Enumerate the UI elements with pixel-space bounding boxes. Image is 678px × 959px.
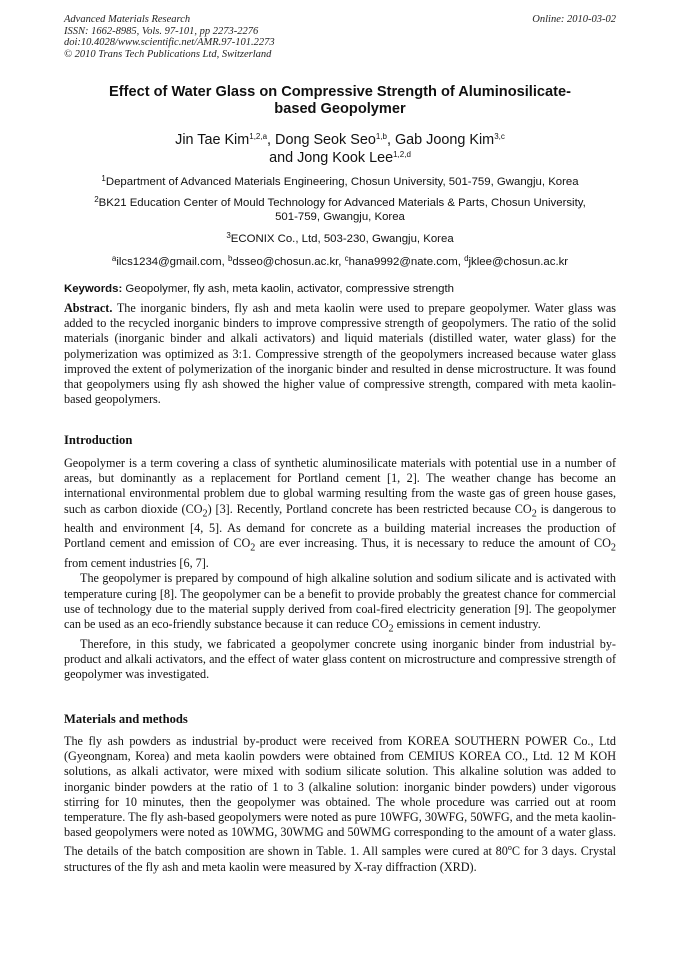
author-emails <box>64 255 616 269</box>
paper-title <box>64 84 616 118</box>
affiliation-text: 501-759, Gwangju, Korea <box>275 211 405 223</box>
email-mark: d <box>464 254 469 263</box>
affiliation-1 <box>64 175 616 189</box>
affiliation-2 <box>64 196 616 224</box>
affiliation-number: 2 <box>94 195 99 204</box>
email-mark: a <box>111 254 117 263</box>
paper-title-line1: Effect of Water Glass on Compressive Strength of Aluminosilicate- <box>109 84 571 100</box>
paragraph: The geopolymer is prepared by compound of high alkaline solution and sodium silicate and is activated with temperature curing [8]. The geopolymer can be a benefit to provide probably the greatest chance for commercial use of technology due to the material supply derived from coal-fired electricity generation [9]. The geopolymer can be used as an eco-friendly substance because it can reduce $CO_2$ emissions in cement industry. <box>64 571 616 635</box>
journal-copyright: © 2010 Trans Tech Publications Ltd, Switzerland <box>64 48 272 60</box>
section-heading-methods: Materials and methods <box>64 712 188 726</box>
introduction-body <box>64 456 616 682</box>
email-mark: b <box>227 254 233 263</box>
online-date: Online: 2010-03-02 <box>532 14 616 25</box>
author-name: Dong Seok Seo <box>275 132 376 148</box>
keywords-text: Geopolymer, fly ash, meta kaolin, activator, compressive strength <box>125 283 454 295</box>
abstract-text: The inorganic binders, fly ash and meta kaolin were used to prepare geopolymer. Water glass was added to the recycled inorganic binders to improve compressive strength of geopolymers. The ratio of the solid materials (inorganic binder and alkali activators) and liquid materials (distilled water, water glass) for the polymerization was optimized as 3:1. Compressive strength of the geopolymers increased because water glass improved the extent of polymerization of the inorganic binder and resulted in dense microstructure. It was found that geopolymers using fly ash showed the higher value of compressive strength, compared with meta kaolin- based geopolymers. <box>64 301 616 407</box>
abstract <box>64 301 616 407</box>
email-mark: c <box>344 254 349 263</box>
paper-title-line2: based Geopolymer <box>274 101 406 117</box>
author-affiliation-mark: 3,c <box>494 132 505 141</box>
email-link[interactable]: hana9992@nate.com, <box>348 256 461 268</box>
section-heading-introduction: Introduction <box>64 433 133 447</box>
abstract-label: Abstract. <box>64 301 113 315</box>
email-link[interactable]: jklee@chosun.ac.kr <box>468 256 569 268</box>
keywords <box>64 282 616 296</box>
author-list: Jin Tae Kim$^{1,2,a}$, Dong Seok Seo$^{1,b}$, Gab Joong Kim$^{3,c}$ and Jong Kook Lee$^{1,2,d}$ <box>175 132 505 166</box>
author-affiliation-mark: 1,2,d <box>393 150 411 159</box>
journal-doi: doi:10.4028/www.scientific.net/AMR.97-101.2273 <box>64 37 275 49</box>
author-name: Jong Kook Lee <box>297 150 394 166</box>
author-name: Jin Tae Kim <box>175 132 250 148</box>
author-conjunction: and <box>269 150 294 166</box>
affiliation-text: BK21 Education Center of Mould Technology for Advanced Materials & Parts, Chosun University, <box>98 197 586 209</box>
keywords-label: Keywords: <box>64 283 123 295</box>
paragraph: Therefore, in this study, we fabricated a geopolymer concrete using inorganic binder from industrial by-product and alkali activators, and the effect of water glass content on microstructure and compressive strength of geopolymer was investigated. <box>64 636 616 681</box>
author-affiliation-mark: 1,b <box>375 132 387 141</box>
paragraph: The fly ash powders as industrial by-product were received from KOREA SOUTHERN POWER Co., Ltd (Gyeongnam, Korea) and meta kaolin powders were obtained from CEMIUS KOREA CO., Ltd. 12 M KOH solutions, as alkali activator, were mixed with sodium silicate solution. This alkaline solution was added to inorganic binder powders at the ratio of 1 to 3 (alkaline solution: inorganic binder powders) under vigorous stirring for 10 minutes, then the geopolymer was obtained. The whole procedure was carried out at room temperature. The fly ash-based geopolymers were noted as pure 10WFG, 30WFG, 50WFG, and the meta kaolin-based geopolymers were noted as 10WMG, 30WMG and 50WMG corresponding to the amount of a water glass. The details of the batch composition are shown in Table. 1. All samples were cured at 80$^o$C for 3 days. Crystal structures of the fly ash and meta kaolin were measured by X-ray diffraction (XRD). <box>64 734 617 874</box>
paragraph: Geopolymer is a term covering a class of synthetic aluminosilicate materials with potential use in a number of areas, but dominantly as a replacement for Portland cement [1, 2]. The weather change has become an international environmental problem due to global warming resulting from the waste gas of green house gases, such as carbon dioxide $(CO_2)$ [3]. Recently, Portland concrete has been restricted because $CO_2$ is dangerous to health and environment [4, 5]. As demand for concrete as a building material increases the production of Portland cement and emission of $CO_2$ are ever increasing. Thus, it is necessary to reduce the amount of $CO_2$ from cement industries [6, 7]. <box>64 456 616 571</box>
journal-name: Advanced Materials Research <box>64 14 191 25</box>
email-link[interactable]: dsseo@chosun.ac.kr, <box>232 256 342 268</box>
affiliation-number: 3 <box>226 231 231 240</box>
journal-header <box>64 14 616 60</box>
affiliation-text: Department of Advanced Materials Engineering, Chosun University, 501-759, Gwangju, Korea <box>105 176 579 188</box>
affiliation-number: 1 <box>101 174 106 183</box>
methods-body <box>64 734 616 875</box>
author-name: Gab Joong Kim <box>394 132 495 148</box>
journal-issn: ISSN: 1662-8985, Vols. 97-101, pp 2273-2276 <box>64 25 259 37</box>
email-link[interactable]: ilcs1234@gmail.com, <box>116 256 225 268</box>
author-affiliation-mark: 1,2,a <box>249 132 268 141</box>
affiliation-3 <box>64 232 616 246</box>
affiliation-text: ECONIX Co., Ltd, 503-230, Gwangju, Korea <box>230 233 454 245</box>
